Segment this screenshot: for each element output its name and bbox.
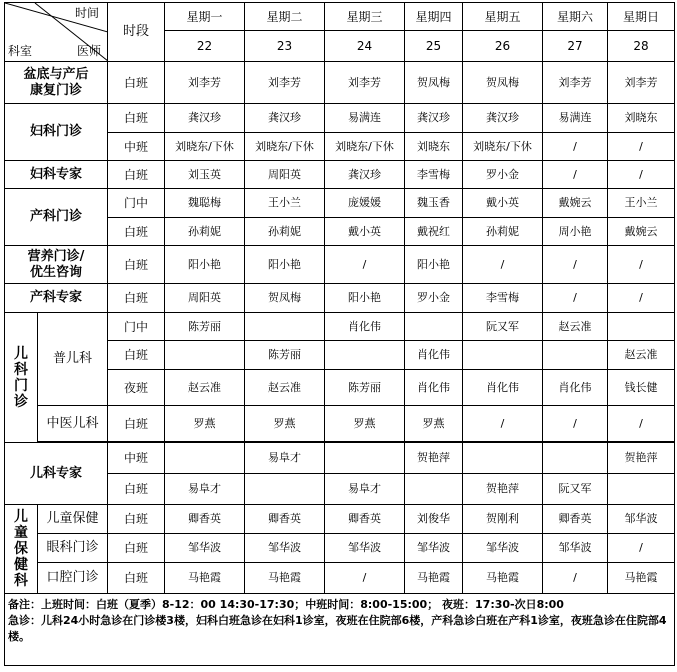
duty-cell: 罗燕: [245, 406, 325, 442]
duty-cell: [405, 474, 463, 505]
duty-cell: 李雪梅: [405, 161, 463, 189]
duty-cell: 马艳霞: [405, 563, 463, 594]
duty-cell: 周阳英: [165, 284, 245, 313]
duty-cell: 赵云准: [245, 370, 325, 406]
duty-cell: 马艳霞: [245, 563, 325, 594]
duty-cell: 易阜才: [245, 443, 325, 474]
duty-cell: 肖化伟: [325, 313, 405, 341]
duty-cell: 罗小金: [405, 284, 463, 313]
shift-label: 门中: [108, 313, 165, 341]
duty-cell: 孙莉妮: [463, 218, 543, 246]
duty-cell: 赵云准: [165, 370, 245, 406]
duty-cell: /: [543, 406, 608, 442]
duty-cell: [608, 474, 675, 505]
duty-cell: [463, 341, 543, 370]
duty-cell: 刘晓东/下休: [463, 133, 543, 161]
duty-cell: 刘李芳: [543, 62, 608, 104]
duty-cell: 赵云准: [543, 313, 608, 341]
duty-cell: 贺刚利: [463, 505, 543, 534]
duty-cell: 罗燕: [325, 406, 405, 442]
duty-cell: 肖化伟: [405, 370, 463, 406]
duty-cell: 刘晓东/下休: [325, 133, 405, 161]
duty-cell: [325, 443, 405, 474]
duty-cell: 刘李芳: [608, 62, 675, 104]
period-header: 时段: [108, 3, 165, 62]
duty-cell: 龚汉珍: [405, 104, 463, 133]
duty-cell: /: [608, 534, 675, 563]
duty-cell: /: [463, 406, 543, 442]
duty-cell: 孙莉妮: [245, 218, 325, 246]
duty-cell: 龚汉珍: [463, 104, 543, 133]
duty-cell: 易满连: [325, 104, 405, 133]
notes-block: [5, 594, 675, 666]
dept-obs-expert: 产科专家: [5, 284, 108, 313]
duty-cell: 肖化伟: [405, 341, 463, 370]
duty-cell: 刘俊华: [405, 505, 463, 534]
duty-cell: 刘李芳: [325, 62, 405, 104]
date-header: 26: [463, 31, 543, 62]
duty-cell: 戴婉云: [608, 218, 675, 246]
duty-cell: 阳小艳: [325, 284, 405, 313]
duty-cell: 刘李芳: [165, 62, 245, 104]
duty-cell: 易满连: [543, 104, 608, 133]
dept-peds-expert: 儿科专家: [5, 443, 108, 505]
duty-cell: 戴小英: [325, 218, 405, 246]
duty-cell: 刘晓东/下休: [245, 133, 325, 161]
duty-cell: 庞媛媛: [325, 189, 405, 218]
duty-cell: 戴婉云: [543, 189, 608, 218]
date-header: 25: [405, 31, 463, 62]
corner-doctor-label: 医师: [76, 44, 101, 58]
duty-cell: 邹华波: [543, 534, 608, 563]
subdept-eye-clinic: 眼科门诊: [38, 534, 108, 563]
duty-cell: 邹华波: [325, 534, 405, 563]
duty-cell: 王小兰: [608, 189, 675, 218]
shift-label: 白班: [108, 505, 165, 534]
dept-gyn-clinic: 妇科门诊: [5, 104, 108, 161]
shift-label: 白班: [108, 246, 165, 284]
duty-cell: 阳小艳: [245, 246, 325, 284]
duty-cell: /: [608, 246, 675, 284]
day-header: 星期一: [165, 3, 245, 31]
duty-cell: [543, 443, 608, 474]
duty-cell: 刘玉英: [165, 161, 245, 189]
duty-cell: 马艳霞: [165, 563, 245, 594]
duty-cell: 阳小艳: [405, 246, 463, 284]
shift-label: 夜班: [108, 370, 165, 406]
duty-cell: /: [543, 563, 608, 594]
duty-cell: 魏聪梅: [165, 189, 245, 218]
duty-cell: 戴祝红: [405, 218, 463, 246]
subdept-general-peds: 普儿科: [38, 313, 108, 406]
duty-cell: 贺凤梅: [463, 62, 543, 104]
duty-cell: /: [325, 246, 405, 284]
duty-cell: 卿香英: [325, 505, 405, 534]
duty-cell: [245, 313, 325, 341]
notes-hours: 备注：上班时间：白班（夏季）8-12：00 14:30-17:30；中班时间：8:00-15:00； 夜班：17:30-次日8:00: [8, 598, 564, 611]
duty-cell: /: [608, 284, 675, 313]
shift-label: 白班: [108, 474, 165, 505]
dept-pelvic-rehab: 盆底与产后 康复门诊: [5, 62, 108, 104]
duty-cell: 龚汉珍: [165, 104, 245, 133]
header-corner: [5, 3, 108, 62]
duty-cell: 魏玉香: [405, 189, 463, 218]
duty-cell: 邹华波: [608, 505, 675, 534]
duty-cell: 龚汉珍: [245, 104, 325, 133]
duty-cell: /: [543, 246, 608, 284]
dept-obs-clinic: 产科门诊: [5, 189, 108, 246]
duty-cell: 陈芳丽: [245, 341, 325, 370]
duty-cell: 邹华波: [463, 534, 543, 563]
duty-cell: 卿香英: [165, 505, 245, 534]
subdept-tcm-peds: 中医儿科: [38, 406, 108, 442]
date-header: 24: [325, 31, 405, 62]
day-header: 星期四: [405, 3, 463, 31]
duty-cell: 罗燕: [405, 406, 463, 442]
shift-label: 白班: [108, 563, 165, 594]
duty-cell: 贺艳萍: [463, 474, 543, 505]
duty-cell: 卿香英: [543, 505, 608, 534]
date-header: 28: [608, 31, 675, 62]
duty-cell: 阮又军: [463, 313, 543, 341]
duty-cell: [543, 341, 608, 370]
duty-cell: /: [543, 161, 608, 189]
duty-cell: 易阜才: [325, 474, 405, 505]
corner-dept-label: 科室: [8, 44, 33, 58]
duty-cell: 刘晓东/下休: [165, 133, 245, 161]
schedule-table: [4, 2, 675, 666]
date-header: 22: [165, 31, 245, 62]
duty-cell: 阮又军: [543, 474, 608, 505]
duty-cell: 马艳霞: [608, 563, 675, 594]
duty-cell: /: [608, 161, 675, 189]
duty-cell: 卿香英: [245, 505, 325, 534]
dept-child-health: 儿 童 保 健 科: [5, 505, 38, 594]
shift-label: 白班: [108, 341, 165, 370]
duty-cell: 马艳霞: [463, 563, 543, 594]
subdept-oral-clinic: 口腔门诊: [38, 563, 108, 594]
shift-label: 白班: [108, 218, 165, 246]
duty-cell: /: [608, 406, 675, 442]
duty-cell: 贺艳萍: [405, 443, 463, 474]
day-header: 星期三: [325, 3, 405, 31]
duty-cell: 易阜才: [165, 474, 245, 505]
duty-cell: 赵云准: [608, 341, 675, 370]
duty-cell: 贺艳萍: [608, 443, 675, 474]
duty-cell: 李雪梅: [463, 284, 543, 313]
duty-cell: 周小艳: [543, 218, 608, 246]
duty-cell: 阳小艳: [165, 246, 245, 284]
date-header: 23: [245, 31, 325, 62]
duty-cell: 罗燕: [165, 406, 245, 442]
duty-cell: 刘晓东: [405, 133, 463, 161]
duty-cell: 罗小金: [463, 161, 543, 189]
duty-cell: /: [463, 246, 543, 284]
duty-cell: /: [608, 133, 675, 161]
shift-label: 白班: [108, 104, 165, 133]
notes-emergency: 急诊：儿科24小时急诊在门诊楼3楼，妇科白班急诊在妇科1诊室，夜班在住院部6楼，产科急诊白班在产科1诊室，夜班急诊在住院部4楼。: [8, 614, 667, 643]
day-header: 星期日: [608, 3, 675, 31]
duty-cell: [325, 341, 405, 370]
duty-cell: 贺凤梅: [405, 62, 463, 104]
duty-cell: 陈芳丽: [325, 370, 405, 406]
duty-cell: [245, 474, 325, 505]
day-header: 星期二: [245, 3, 325, 31]
duty-cell: /: [543, 284, 608, 313]
day-header: 星期五: [463, 3, 543, 31]
duty-cell: 刘晓东: [608, 104, 675, 133]
duty-cell: 刘李芳: [245, 62, 325, 104]
day-header: 星期六: [543, 3, 608, 31]
duty-cell: 周阳英: [245, 161, 325, 189]
duty-cell: 戴小英: [463, 189, 543, 218]
duty-cell: [608, 313, 675, 341]
duty-cell: [165, 341, 245, 370]
duty-cell: 龚汉珍: [325, 161, 405, 189]
duty-cell: 肖化伟: [543, 370, 608, 406]
duty-cell: 孙莉妮: [165, 218, 245, 246]
shift-label: 白班: [108, 62, 165, 104]
shift-label: 白班: [108, 161, 165, 189]
duty-cell: 钱长健: [608, 370, 675, 406]
corner-time-label: 时间: [74, 6, 99, 20]
shift-label: 中班: [108, 133, 165, 161]
shift-label: 白班: [108, 534, 165, 563]
dept-gyn-expert: 妇科专家: [5, 161, 108, 189]
date-header: 27: [543, 31, 608, 62]
duty-cell: /: [543, 133, 608, 161]
duty-cell: 邹华波: [405, 534, 463, 563]
duty-cell: [463, 443, 543, 474]
duty-cell: /: [325, 563, 405, 594]
duty-cell: 邹华波: [245, 534, 325, 563]
duty-cell: 肖化伟: [463, 370, 543, 406]
subdept-child-care: 儿童保健: [38, 505, 108, 534]
duty-cell: [405, 313, 463, 341]
dept-nutrition: 营养门诊/ 优生咨询: [5, 246, 108, 284]
shift-label: 门中: [108, 189, 165, 218]
duty-cell: [165, 443, 245, 474]
duty-cell: 贺凤梅: [245, 284, 325, 313]
dept-pediatrics: 儿 科 门 诊: [5, 313, 38, 443]
shift-label: 白班: [108, 284, 165, 313]
duty-cell: 陈芳丽: [165, 313, 245, 341]
shift-label: 白班: [108, 406, 165, 442]
shift-label: 中班: [108, 443, 165, 474]
duty-cell: 王小兰: [245, 189, 325, 218]
duty-cell: 邹华波: [165, 534, 245, 563]
